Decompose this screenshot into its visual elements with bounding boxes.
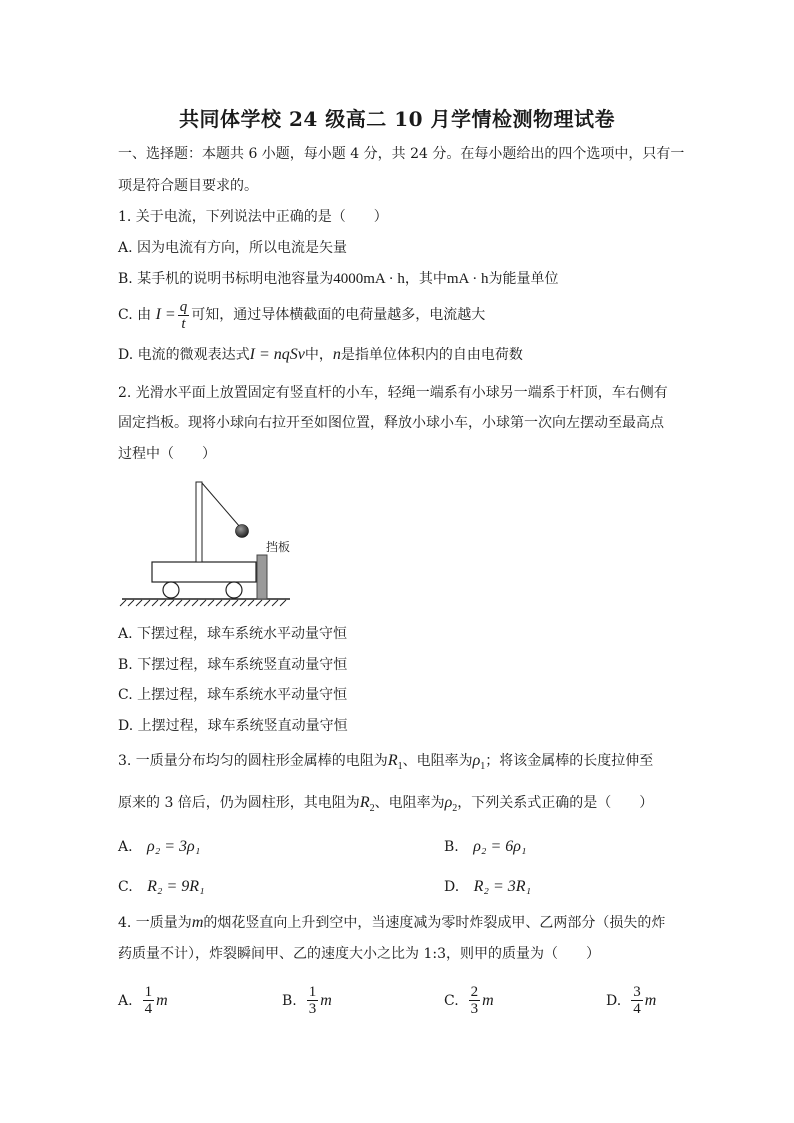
q1-c-lhs: I = xyxy=(155,306,176,323)
q3-d-label: D. xyxy=(444,879,460,895)
q1-b-text-pre: B. 某手机的说明书标明电池容量为 xyxy=(118,271,334,287)
q4-b-var: m xyxy=(320,991,332,1009)
cart-wheel-left xyxy=(163,582,179,598)
q3-stem-line2 xyxy=(118,794,653,818)
cart-pendulum-figure xyxy=(118,475,298,610)
q3-option-d xyxy=(444,878,531,896)
q3-l1-text-b: 、电阻率为 xyxy=(402,753,473,769)
q4-c-label: C. xyxy=(444,992,459,1009)
q2-option-c: C. 上摆过程，球车系统水平动量守恒 xyxy=(118,687,348,703)
q3-l2-text-a: 原来的 3 倍后，仍为圆柱形，其电阻为 xyxy=(118,795,360,811)
q2-stem-line1: 2. 光滑水平面上放置固定有竖直杆的小车，轻绳一端系有小球另一端系于杆顶，车右侧有 xyxy=(118,385,668,401)
q4-option-d xyxy=(606,984,656,1017)
q3-l2-rho2: $\rho_2$ xyxy=(444,794,458,815)
q3-l2-text-b: 、电阻率为 xyxy=(374,795,445,811)
q3-l1-rho1: $\rho_1$ xyxy=(472,752,486,773)
q4-a-fraction: $\frac{1}{4}$ xyxy=(144,984,153,1017)
q1-d-n: n xyxy=(332,346,341,363)
q3-b-label: B. xyxy=(444,839,459,855)
q1-d-equation: I = nqSv xyxy=(249,346,305,363)
vertical-pole xyxy=(196,482,202,562)
q1-d-text-pre: D. 电流的微观表达式 xyxy=(118,347,250,363)
q1-c-text-post: 可知，通过导体横截面的电荷量越多，电流越大 xyxy=(191,307,486,323)
q1-b-text-post: 为能量单位 xyxy=(488,271,559,287)
q1-b-capacity: 4000mA · h xyxy=(333,271,405,287)
q4-d-fraction: $\frac{3}{4}$ xyxy=(633,984,641,1017)
q2-stem-line2: 固定挡板。现将小球向右拉开至如图位置，释放小球小车，小球第一次向左摆动至最高点 xyxy=(118,415,664,431)
q3-l2-r2: $R_2$ xyxy=(359,794,375,815)
q1-option-d xyxy=(118,346,523,364)
q1-d-text-mid: 中， xyxy=(304,347,333,363)
q3-l1-text-a: 3. 一质量分布均匀的圆柱形金属棒的电阻为 xyxy=(118,753,388,769)
q4-a-var: m xyxy=(156,991,168,1009)
q1-c-text-pre: C. 由 xyxy=(118,307,152,323)
q3-c-expr: R₂ = 9R₁ xyxy=(147,878,205,895)
q4-b-fraction: $\frac{1}{3}$ xyxy=(308,984,317,1017)
q4-stem-line1 xyxy=(118,914,665,932)
q3-c-label: C. xyxy=(118,879,133,895)
section-instructions-line2: 项是符合题目要求的。 xyxy=(118,178,258,194)
q2-stem-line3: 过程中（ ） xyxy=(118,446,216,462)
q3-option-c xyxy=(118,878,205,896)
q4-a-label: A. xyxy=(118,992,133,1009)
q3-l1-r1: $R_1$ xyxy=(387,752,403,773)
q3-a-expr: ρ₂ = 3ρ₁ xyxy=(147,838,201,855)
q4-l1-text-a: 4. 一质量为 xyxy=(118,915,192,931)
q4-option-c xyxy=(444,984,494,1017)
cart-body xyxy=(152,562,256,582)
q4-option-b xyxy=(282,984,332,1017)
cart-wheel-right xyxy=(226,582,242,598)
q4-d-var: m xyxy=(644,991,657,1009)
q4-b-label: B. xyxy=(282,992,297,1009)
q2-option-a: A. 下摆过程，球车系统水平动量守恒 xyxy=(118,626,348,642)
q1-d-text-post: 是指单位体积内的自由电荷数 xyxy=(340,347,523,363)
q3-d-expr: R₂ = 3R₁ xyxy=(473,878,532,895)
q2-option-d: D. 上摆过程，球车系统竖直动量守恒 xyxy=(118,718,348,734)
q4-c-fraction: $\frac{2}{3}$ xyxy=(470,984,479,1017)
q1-b-unit: mA · h xyxy=(446,271,489,287)
q4-l1-text-b: 的烟花竖直向上升到空中，当速度减为零时炸裂成甲、乙两部分（损失的炸 xyxy=(203,915,666,931)
q1-c-fraction xyxy=(178,299,190,332)
q1-c-numerator: q xyxy=(179,298,188,315)
baffle-plate xyxy=(257,555,267,599)
q4-stem-line2: 药质量不计），炸裂瞬间甲、乙的速度大小之比为 1:3，则甲的质量为（ ） xyxy=(118,946,600,962)
section-instructions-line1: 一、选择题：本题共 6 小题，每小题 4 分，共 24 分。在每小题给出的四个选项中，只有一 xyxy=(118,146,685,162)
q1-option-b xyxy=(118,270,559,288)
q4-l1-m: m xyxy=(191,914,204,931)
q3-stem-line1 xyxy=(118,752,653,776)
q3-l2-text-c: ，下列关系式正确的是（ ） xyxy=(457,795,654,811)
q3-l1-text-c: ；将该金属棒的长度拉伸至 xyxy=(485,753,654,769)
q3-a-label: A. xyxy=(118,839,133,855)
q3-b-expr: ρ₂ = 6ρ₁ xyxy=(473,838,527,855)
q1-c-denominator: t xyxy=(181,315,186,332)
baffle-label: 挡板 xyxy=(266,540,291,554)
q3-option-b xyxy=(444,838,526,856)
page-title: 共同体学校 24 级高二 10 月学情检测物理试卷 xyxy=(178,107,615,131)
q1-option-a: A. 因为电流有方向，所以电流是矢量 xyxy=(118,240,348,256)
pendulum-ball xyxy=(236,525,249,538)
q1-option-c xyxy=(118,298,485,332)
q1-stem: 1. 关于电流，下列说法中正确的是（ ） xyxy=(118,209,388,225)
q1-b-text-mid: ，其中 xyxy=(404,271,447,287)
ground-hatching xyxy=(120,600,286,606)
q3-option-a xyxy=(118,838,200,856)
q2-option-b: B. 下摆过程，球车系统竖直动量守恒 xyxy=(118,657,348,673)
q4-c-var: m xyxy=(482,991,494,1009)
pendulum-string xyxy=(202,483,240,527)
q4-option-a xyxy=(118,984,168,1017)
q4-d-label: D. xyxy=(606,992,622,1009)
